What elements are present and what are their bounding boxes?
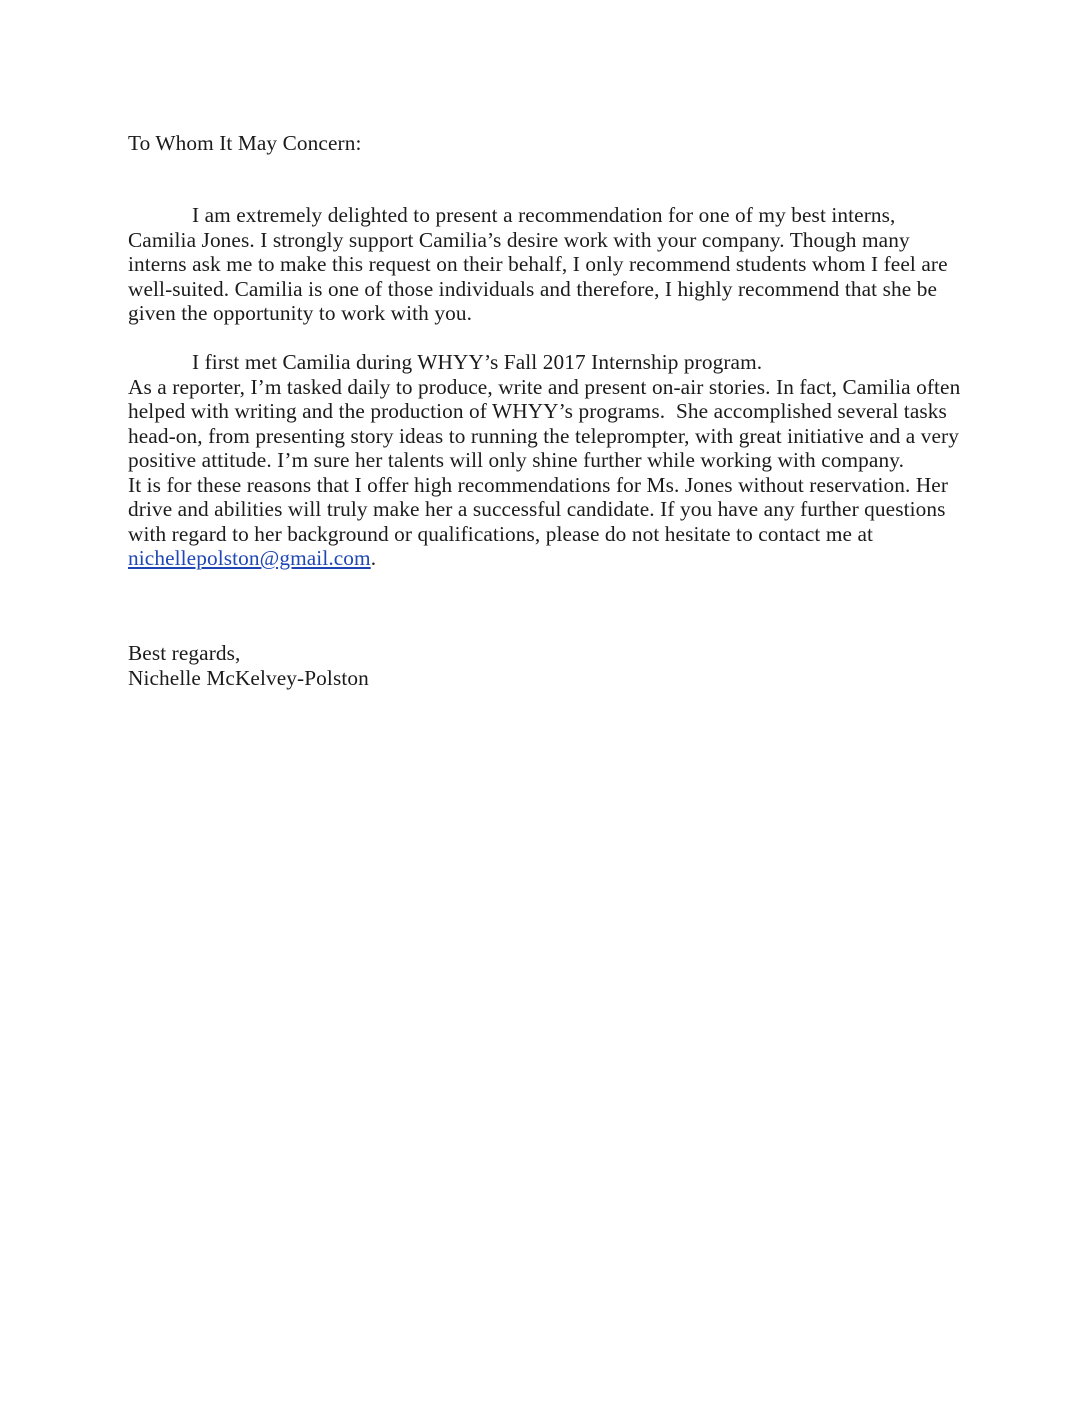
paragraph-line: As a reporter, I’m tasked daily to produce, write and present on-air stories. In fact, Camilia often [128, 374, 961, 399]
paragraph-line: interns ask me to make this request on their behalf, I only recommend students whom I feel are [128, 252, 948, 276]
paragraph-line: Camilia Jones. I strongly support Camilia’s desire work with your company. Though many [128, 227, 910, 252]
salutation-block [128, 131, 988, 156]
paragraph-line: drive and abilities will truly make her a successful candidate. If you have any further questions [128, 497, 946, 521]
salutation: To Whom It May Concern: [128, 131, 362, 155]
paragraph-1 [128, 203, 988, 326]
email-link[interactable]: nichellepolston@gmail.com [128, 546, 371, 570]
paragraph-line: I first met Camilia during WHYY’s Fall 2017 Internship program. [192, 350, 763, 374]
paragraph-line: positive attitude. I’m sure her talents will only shine further while working with company. [128, 448, 905, 472]
email-line [128, 546, 988, 571]
paragraph-line: It is for these reasons that I offer high recommendations for Ms. Jones without reservation. Her [128, 472, 949, 497]
paragraph-line: I am extremely delighted to present a recommendation for one of my best interns, [192, 203, 896, 227]
signature-name: Nichelle McKelvey-Polston [128, 665, 369, 690]
paragraph-line: with regard to her background or qualifications, please do not hesitate to contact me at [128, 521, 874, 546]
email-suffix: . [370, 546, 377, 570]
closing: Best regards, [128, 641, 241, 665]
paragraph-line: helped with writing and the production of WHYY’s programs. She accomplished several tasks [128, 399, 947, 423]
paragraph-line: given the opportunity to work with you. [128, 301, 473, 325]
paragraph-line: head-on, from presenting story ideas to running the teleprompter, with great initiative and a very [128, 423, 959, 448]
closing-block [128, 641, 988, 690]
paragraph-2 [128, 350, 988, 571]
paragraph-line: well-suited. Camilia is one of those individuals and therefore, I highly recommend that she be [128, 276, 938, 301]
